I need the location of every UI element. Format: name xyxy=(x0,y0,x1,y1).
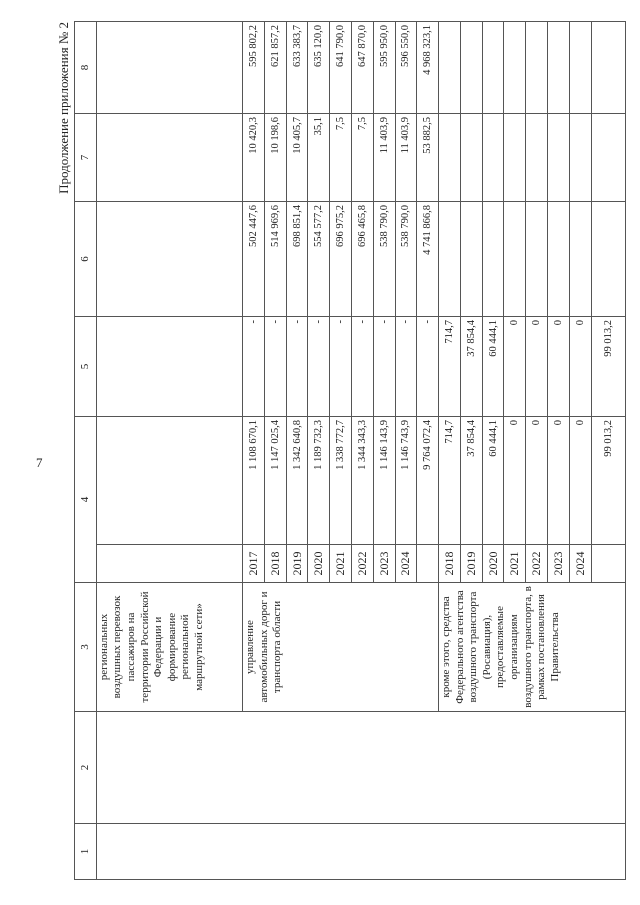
col-header-4: 4 xyxy=(75,417,97,583)
col-header-7: 7 xyxy=(75,114,97,202)
table-row: 2020 1 189 732,3 - 554 577,2 35,1 635 120,0 xyxy=(308,22,330,880)
table-row: управление автомобильных дорог и транспорта области 2017 1 108 670,1 - 502 447,6 10 420,3 595 802,2 xyxy=(243,22,265,880)
table-row: 2023 0 0 xyxy=(548,22,570,880)
col-header-2: 2 xyxy=(75,712,97,824)
col-header-5: 5 xyxy=(75,317,97,417)
col1-cell xyxy=(96,824,625,880)
executor-description: управление автомобильных дорог и транспорта области xyxy=(243,583,439,712)
col2-cell xyxy=(96,712,625,824)
budget-table xyxy=(74,21,626,880)
appendix-continuation-label: Продолжение приложения № 2 xyxy=(56,22,71,194)
table-row: 2019 1 342 640,8 - 698 851,4 10 405,7 633 383,7 xyxy=(286,22,308,880)
table-row: 2018 1 147 025,4 - 514 969,6 10 198,6 621 857,2 xyxy=(264,22,286,880)
table-row: 2024 0 0 xyxy=(569,22,591,880)
page-number: 7 xyxy=(36,455,43,470)
rotated-table-area xyxy=(56,22,626,880)
total-row: 99 013,2 99 013,2 xyxy=(591,22,625,880)
table-row: 2022 1 344 343,3 - 696 465,8 7,5 647 870,0 xyxy=(351,22,373,880)
col-header-3: 3 xyxy=(75,583,97,712)
table-row: 2021 0 0 xyxy=(504,22,526,880)
table-row: 2023 1 146 143,9 - 538 790,0 11 403,9 595 950,0 xyxy=(373,22,395,880)
continued-description: региональных воздушных перевозок пассажиров на территории Российской Федерации и формирование региональной маршрутной сети» xyxy=(96,583,242,712)
col-header-8: 8 xyxy=(75,22,97,114)
table-row: 2021 1 338 772,7 - 696 975,2 7,5 641 790,0 xyxy=(330,22,352,880)
table-row: 2024 1 146 743,9 - 538 790,0 11 403,9 596 550,0 xyxy=(395,22,417,880)
federal-funds-description: кроме этого, средства Федерального агентства воздушного транспорта (Росавиация), предоставляемые организациям воздушного транспорта, в рамках постановления Правительства xyxy=(439,583,626,712)
col-header-1: 1 xyxy=(75,824,97,880)
table-row: 2019 37 854,4 37 854,4 xyxy=(460,22,482,880)
total-row: 9 764 072,4 - 4 741 866,8 53 882,5 4 968 323,1 xyxy=(417,22,439,880)
table-row: 2020 60 444,1 60 444,1 xyxy=(482,22,504,880)
column-number-row xyxy=(75,22,97,880)
table-row: 2022 0 0 xyxy=(526,22,548,880)
table-row: кроме этого, средства Федерального агентства воздушного транспорта (Росавиация), предоставляемые организациям воздушного транспорта, в рамках постановления Правительства 2018 714,7 714,7 xyxy=(439,22,461,880)
continued-title-row xyxy=(96,22,242,880)
col-header-6: 6 xyxy=(75,202,97,317)
